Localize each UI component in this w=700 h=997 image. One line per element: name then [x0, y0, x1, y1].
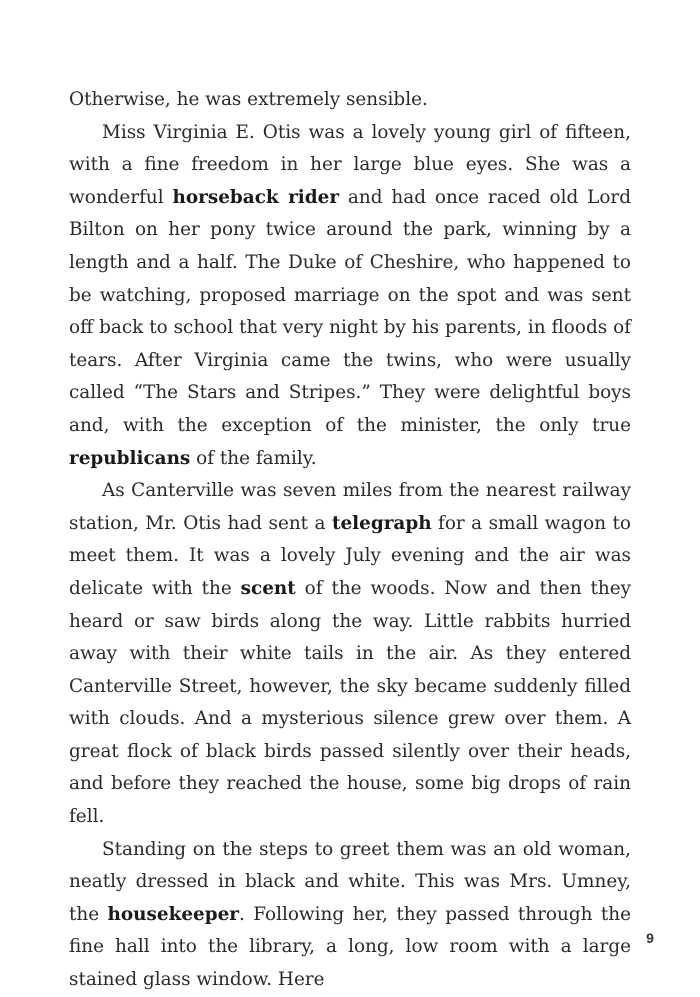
body-text — [69, 84, 631, 997]
vocab-term: horseback rider — [172, 186, 340, 208]
paragraph: Otherwise, he was extremely sensible. — [69, 89, 428, 110]
vocab-term: housekeeper — [107, 903, 239, 925]
vocab-term: republicans — [69, 447, 191, 469]
paragraph: Miss Virginia E. Otis was a lovely young girl of fifteen, with a fine freedom in her large blue eyes. She was a wonderful horseback rider and had once raced old Lord Bilton on her pony twice around the park, winning by a length and a half. The Duke of Cheshire, who happened to be watching, proposed marriage on the spot and was sent off back to school that very night by his parents, in floods of tears. After Virginia came the twins, who were usually called “The Stars and Stripes.” They were delightful boys and, with the exception of the minister, the only true republicans of the family. — [69, 121, 631, 469]
vocab-term: scent — [240, 577, 296, 599]
page-number: 9 — [646, 930, 654, 946]
paragraph: Standing on the steps to greet them was an old woman, neatly dressed in black and white. This was Mrs. Umney, the housekeeper. Following her, they passed through the fine hall into the library, a long, low room with a large stained glass window. Here — [69, 838, 631, 991]
vocab-term: telegraph — [331, 512, 432, 534]
paragraph: As Canterville was seven miles from the nearest railway station, Mr. Otis had sent a telegraph for a small wagon to meet them. It was a lovely July evening and the air was delicate with the scent of the woods. Now and then they heard or saw birds along the way. Little rabbits hurried away with their white tails in the air. As they entered Canterville Street, however, the sky became suddenly filled with clouds. And a mysterious silence grew over them. A great flock of black birds passed silently over their heads, and before they reached the house, some big drops of rain fell. — [69, 480, 631, 828]
